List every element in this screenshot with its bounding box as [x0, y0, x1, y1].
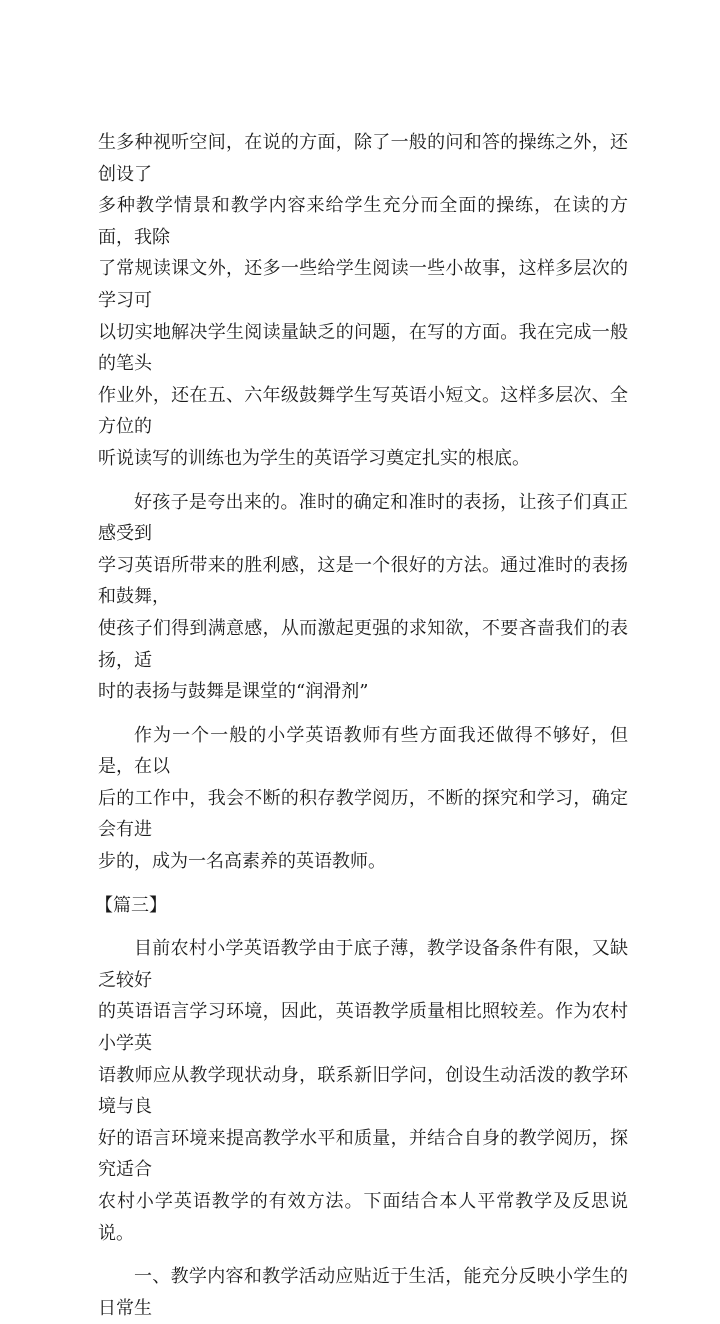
paragraph-3 [98, 720, 628, 878]
text-line: 时的表扬与鼓舞是课堂的“润滑剂” [98, 681, 369, 703]
paragraph-1 [98, 127, 628, 475]
text-line: 作业外，还在五、六年级鼓舞学生写英语小短文。这样多层次、全方位的 [98, 384, 628, 438]
paragraph-5 [98, 1261, 628, 1324]
text-line: 作为一个一般的小学英语教师有些方面我还做得不够好，但是，在以 [98, 724, 628, 778]
text-line: 目前农村小学英语教学由于底子薄，教学设备条件有限，又缺乏较好 [98, 938, 628, 991]
paragraph-2 [98, 487, 628, 708]
text-line: 好孩子是夸出来的。准时的确定和准时的表扬，让孩子们真正感受到 [98, 491, 628, 545]
text-line: 好的语言环境来提高教学水平和质量，并结合自身的教学阅历，探究适合 [98, 1127, 628, 1181]
text-line: 学习英语所带来的胜利感，这是一个很好的方法。通过准时的表扬和鼓舞， [98, 554, 628, 608]
text-line: 多种教学情景和教学内容来给学生充分而全面的操练，在读的方面，我除 [98, 195, 628, 248]
text-line: 使孩子们得到满意感，从而激起更强的求知欲，不要吝啬我们的表扬，适 [98, 617, 628, 671]
text-line: 的英语语言学习环境，因此，英语教学质量相比照较差。作为农村小学英 [98, 1001, 628, 1055]
text-line: 生多种视听空间，在说的方面，除了一般的问和答的操练之外，还创设了 [98, 132, 628, 185]
text-line: 一、教学内容和教学活动应贴近于生活，能充分反映小学生的日常生 [98, 1266, 628, 1319]
text-line: 后的工作中，我会不断的积存教学阅历，不断的探究和学习，确定会有进 [98, 787, 628, 841]
text-line: 了常规读课文外，还多一些给学生阅读一些小故事，这样多层次的学习可 [98, 258, 628, 311]
text-line: 农村小学英语教学的有效方法。下面结合本人平常教学及反思说说。 [98, 1191, 628, 1244]
text-line: 语教师应从教学现状动身，联系新旧学问，创设生动活泼的教学环境与良 [98, 1064, 628, 1118]
paragraph-4 [98, 933, 628, 1249]
text-line: 听说读写的训练也为学生的英语学习奠定扎实的根底。 [98, 447, 530, 469]
section-heading: 【篇三】 [95, 894, 167, 916]
text-line: 步的，成为一名高素养的英语教师。 [98, 851, 386, 873]
text-line: 以切实地解决学生阅读量缺乏的问题，在写的方面。我在完成一般的笔头 [98, 321, 628, 375]
document-body [95, 127, 628, 1324]
